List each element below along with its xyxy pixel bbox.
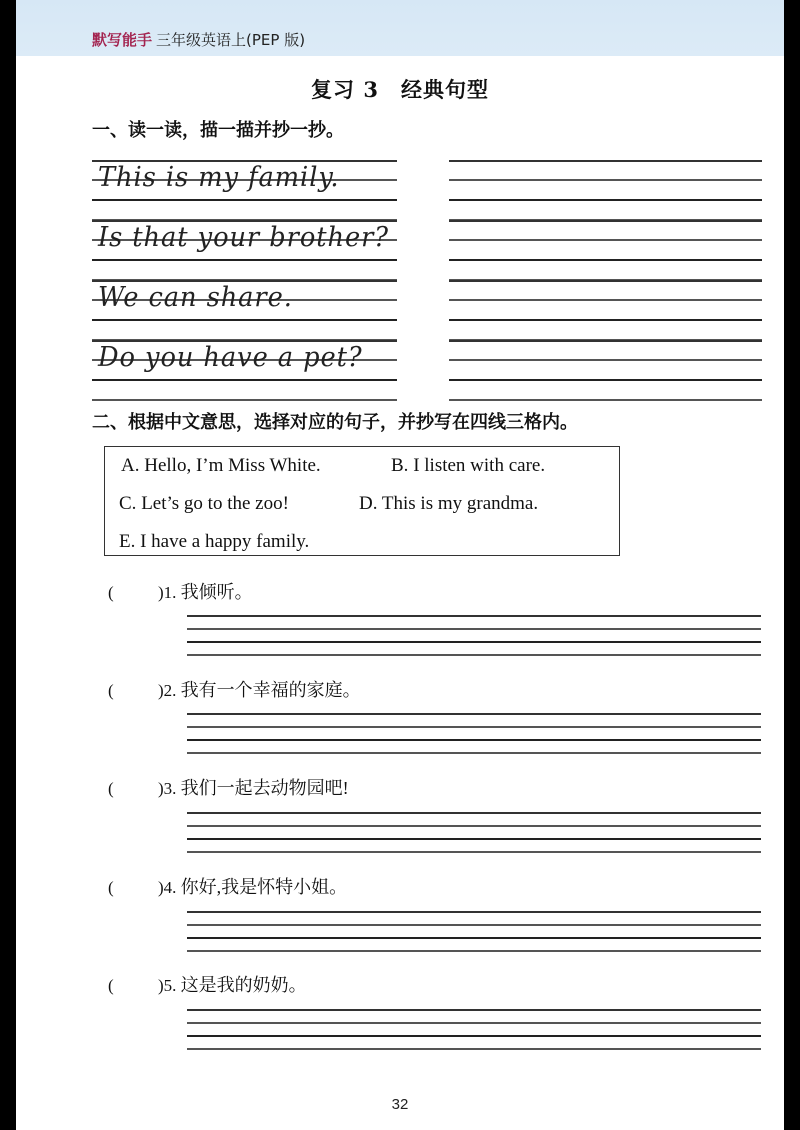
option-e: E. I have a happy family.	[119, 531, 310, 552]
trace-sentence: We can share.	[98, 282, 293, 313]
brand-name: 默写能手	[92, 31, 153, 49]
copy-row-4[interactable]	[449, 340, 762, 400]
answer-blank[interactable]: (	[108, 583, 114, 602]
question-5: ( )5. 这是我的奶奶。	[108, 975, 307, 995]
header-title	[92, 29, 305, 50]
trace-row-3	[92, 280, 397, 340]
write-row-1[interactable]	[187, 615, 761, 675]
trace-row-1	[92, 160, 397, 220]
copy-row-3[interactable]	[449, 280, 762, 340]
trace-row-4	[92, 340, 397, 400]
option-d: D. This is my grandma.	[359, 493, 539, 514]
answer-blank[interactable]: (	[108, 681, 114, 700]
answer-blank[interactable]: (	[108, 878, 114, 897]
trace-sentence: Do you have a pet?	[98, 342, 363, 373]
question-1: ( )1. 我倾听。	[108, 582, 253, 602]
trace-row-2	[92, 220, 397, 280]
question-4: ( )4. 你好,我是怀特小姐。	[108, 877, 348, 897]
header-band	[16, 0, 784, 56]
section1-heading: 一、读一读，描一描并抄一抄。	[92, 120, 344, 141]
write-row-3[interactable]	[187, 812, 761, 872]
copy-row-2[interactable]	[449, 220, 762, 280]
trace-sentence: Is that your brother?	[98, 222, 389, 253]
options-box	[104, 446, 620, 556]
answer-blank[interactable]: (	[108, 779, 114, 798]
write-row-5[interactable]	[187, 1009, 761, 1069]
trace-sentence: This is my family.	[98, 162, 340, 193]
page-number: 32	[391, 1096, 409, 1113]
write-row-2[interactable]	[187, 713, 761, 773]
section2-heading: 二、根据中文意思，选择对应的句子，并抄写在四线三格内。	[92, 412, 578, 433]
option-c: C. Let’s go to the zoo!	[119, 493, 289, 514]
option-b: B. I listen with care.	[391, 455, 546, 476]
page-title: 复习 3 经典句型	[311, 77, 489, 102]
write-row-4[interactable]	[187, 911, 761, 971]
workbook-page	[16, 0, 784, 1130]
answer-blank[interactable]: (	[108, 976, 114, 995]
question-2: ( )2. 我有一个幸福的家庭。	[108, 680, 361, 700]
question-3: ( )3. 我们一起去动物园吧!	[108, 778, 349, 798]
book-subtitle: 三年级英语上(PEP 版)	[156, 31, 306, 49]
option-a: A. Hello, I’m Miss White.	[121, 455, 321, 476]
copy-row-1[interactable]	[449, 160, 762, 220]
